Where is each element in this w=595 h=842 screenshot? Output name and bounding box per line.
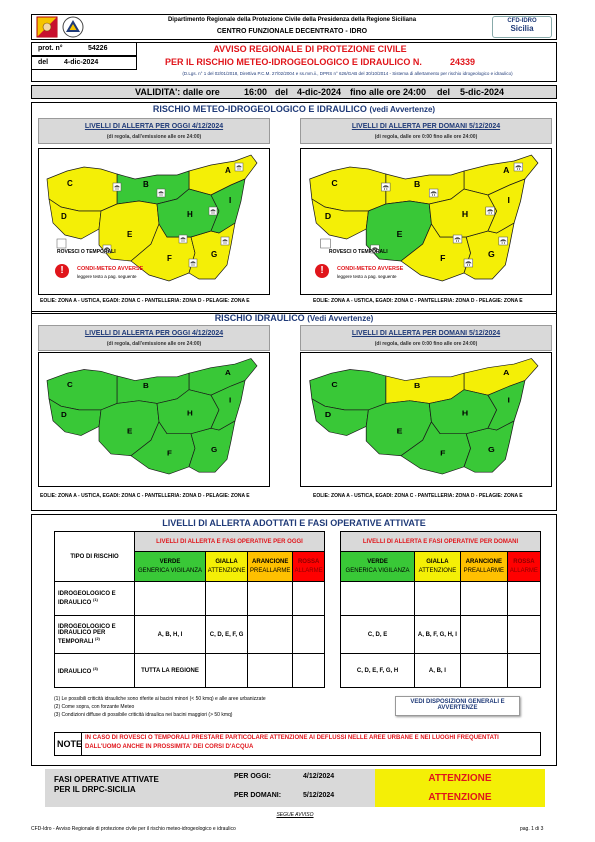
validity-from-time: 16:00 [244, 87, 268, 97]
prot-label: prot. n° [38, 45, 63, 52]
footnotes: (1) Le possibili criticità idrauliche sono riferite ai bacini minori (< 50 kmq) e alle aree urbanizzate (2) Come sopra, con forzante Meteo (3) Condizioni diffuse di possibile criticità idraulica nei bacini maggiori (> 50 kmq) [54, 696, 266, 718]
zone-cell [507, 654, 540, 688]
fasi-label: FASI OPERATIVE ATTIVATE PER IL DRPC-SICILIA [54, 775, 159, 794]
triangle-logo-icon [62, 16, 84, 38]
section1-title: RISCHIO METEO-IDROGEOLOGICO E IDRAULICO (vedi Avvertenze) [152, 104, 436, 114]
validity-to: fino alle ore 24:00 [350, 87, 427, 97]
zone-cell [293, 616, 325, 654]
zone-label-h: H [187, 408, 193, 418]
table-title: LIVELLI DI ALLERTA ADOTTATI E FASI OPERATIVE ATTIVATE [162, 518, 426, 528]
zone-cell [206, 654, 248, 688]
note-text: IN CASO DI ROVESCI O TEMPORALI PRESTARE PARTICOLARE ATTENZIONE AI DEFLUSSI NELLE AREE URBANE E NEI LUOGHI FREQUENTATI DALL'UOMO ANCHE IN PROSSIMITA' DEI CORSI D'ACQUA [85, 735, 499, 750]
idraulico-oggi-map [38, 352, 270, 487]
department-name: Dipartimento Regionale della Protezione Civile della Presidenza della Regione Siciliana [167, 17, 417, 23]
zone-cell: C, D, E, F, G, H [341, 654, 415, 688]
warning-icon: ! [55, 264, 69, 278]
table-row [341, 582, 541, 616]
zone-label-g: G [211, 250, 218, 259]
validity-to-date: 5-dic-2024 [460, 87, 505, 97]
level-arancione: ARANCIONE PREALLARME [460, 552, 507, 582]
zone-label-i: I [229, 395, 232, 405]
sicily-flag-icon [36, 16, 58, 38]
zone-label-d: D [61, 410, 67, 420]
fasi-oggi-date: 4/12/2024 [303, 773, 335, 780]
zone-label-e: E [127, 427, 133, 436]
table-row [55, 582, 325, 616]
meteo-oggi-map [38, 148, 270, 295]
fasi-domani-phase: ATTENZIONE [375, 788, 545, 807]
zone-label-i: I [507, 396, 510, 405]
zone-label-f: F [167, 449, 172, 458]
zone-cell [248, 616, 293, 654]
zone-label-e: E [396, 427, 403, 436]
del-label: del [38, 59, 49, 66]
zone-label-b: B [414, 179, 421, 189]
alert-table-domani [340, 531, 541, 688]
notice-title: AVVISO REGIONALE DI PROTEZIONE CIVILE [213, 44, 407, 54]
zone-label-a: A [503, 165, 510, 175]
zone-label-b: B [414, 381, 421, 390]
zone-cell [460, 582, 507, 616]
zone-cell: TUTTA LA REGIONE [135, 654, 206, 688]
level-verde: VERDE GENERICA VIGILANZA [135, 552, 206, 582]
risk-type-label: IDROGEOLOGICO E IDRAULICO $^{(1)}$ [55, 582, 135, 616]
zone-label-h: H [461, 408, 469, 418]
zone-cell [341, 582, 415, 616]
zone-cell: C, D, E, F, G [206, 616, 248, 654]
level-verde: VERDE GENERICA VIGILANZA [341, 552, 415, 582]
fasi-oggi-label: PER OGGI: [234, 773, 271, 780]
zone-label-c: C [67, 380, 73, 389]
zone-cell: A, B, H, I [135, 616, 206, 654]
storm-legend-icon [57, 239, 66, 248]
zone-label-a: A [225, 368, 231, 377]
risk-type-label: IDRAULICO $^{(3)}$ [55, 654, 135, 688]
zone-cell [248, 654, 293, 688]
zone-label-a: A [225, 166, 231, 175]
zone-label-d: D [324, 211, 332, 221]
zone-label-f: F [167, 254, 172, 263]
fasi-domani-label: PER DOMANI: [234, 792, 282, 799]
zone-label-f: F [440, 253, 446, 263]
zone-cell: A, B, F, G, H, I [415, 616, 461, 654]
warning-icon: ! [315, 264, 329, 278]
zone-label-g: G [487, 249, 495, 259]
tipo-rischio-header: TIPO DI RISCHIO [55, 532, 135, 582]
zone-label-e: E [127, 230, 133, 239]
level-arancione: ARANCIONE PREALLARME [248, 552, 293, 582]
note-label: NOTE [57, 739, 83, 749]
zone-label-h: H [461, 209, 469, 219]
zone-label-i: I [507, 195, 510, 205]
segue-avviso: SEGUE AVVISO [276, 812, 314, 818]
validity-label: VALIDITA': dalle ore [135, 87, 220, 97]
zone-label-f: F [440, 449, 446, 458]
islands-note: EOLIE: ZONA A - USTICA, EGADI: ZONA C - PANTELLERIA: ZONA D - PELAGIE: ZONA E [40, 298, 250, 304]
prot-value: 54226 [88, 45, 108, 52]
idraulico-oggi-header: LIVELLI DI ALLERTA PER OGGI 4/12/2024 (di regola, dall'emissione alle ore 24:00) [38, 325, 270, 351]
legal-note: (D.Lgs. n° 1 del 02/01/2018, Direttiva P.C.M. 27/02/2004 e ss.mm.ii., DPRS n° 626/GAB del 30/10/2014 - Sistema di allertamento per rischio idrogeologico e idraulico) [182, 71, 513, 76]
meteo-domani-header: LIVELLI DI ALLERTA PER DOMANI 5/12/2024 (di regola, dalle ore 0:00 fino alle ore 24:00) [300, 118, 552, 144]
meteo-oggi-header: LIVELLI DI ALLERTA PER OGGI 4/12/2024 (di regola, dall'emissione alle ore 24:00) [38, 118, 270, 144]
rovesci-label: ROVESCI O TEMPORALI [57, 249, 116, 255]
risk-type-label: IDROGEOLOGICO E IDRAULICO PER TEMPORALI $^{(2)}$ [55, 616, 135, 654]
zone-cell [460, 616, 507, 654]
idraulico-domani-map [300, 352, 552, 487]
zone-cell [415, 582, 461, 616]
notice-subtitle: PER IL RISCHIO METEO-IDROGEOLOGICO E IDRAULICO N. [165, 57, 422, 67]
level-rossa: ROSSA ALLARME [507, 552, 540, 582]
vedi-disposizioni-button[interactable]: VEDI DISPOSIZIONI GENERALI E AVVERTENZE [395, 696, 520, 716]
condi-sub: leggere testo a pag. seguente [77, 274, 137, 279]
zone-label-g: G [211, 445, 218, 454]
fasi-domani-date: 5/12/2024 [303, 792, 335, 799]
validity-from-date: 4-dic-2024 [297, 87, 342, 97]
cfd-logo: CFD-IDRO Sicilia [492, 16, 552, 38]
table-row [341, 616, 541, 654]
footer-left: CFD-Idro - Avviso Regionale di protezione civile per il rischio meteo-idrogeologico e idraulico [31, 826, 236, 832]
civil-protection-logo [62, 16, 84, 38]
oggi-header: LIVELLI DI ALLERTA E FASI OPERATIVE PER OGGI [135, 532, 325, 552]
zone-label-h: H [187, 210, 193, 219]
level-gialla: GIALLA ATTENZIONE [206, 552, 248, 582]
zone-label-i: I [229, 196, 232, 205]
zone-cell [206, 582, 248, 616]
zone-label-c: C [331, 178, 338, 188]
table-row [55, 654, 325, 688]
zone-cell [293, 654, 325, 688]
notice-number: 24339 [450, 57, 476, 67]
zone-label-d: D [61, 212, 67, 221]
centre-name: CENTRO FUNZIONALE DECENTRATO - IDRO [216, 28, 368, 35]
zone-cell [507, 616, 540, 654]
del-value: 4-dic-2024 [64, 59, 99, 66]
zone-cell [293, 582, 325, 616]
section2-title: RISCHIO IDRAULICO (Vedi Avvertenze) [214, 313, 374, 323]
fasi-oggi-phase: ATTENZIONE [375, 769, 545, 788]
condi-label: CONDI-METEO AVVERSE [77, 266, 144, 272]
zone-cell [460, 654, 507, 688]
meteo-domani-map: A B C D E F G H I ROVESCI O TEMPORALI ! CONDI-METEO AVVERSE leggere testo a pag. seguente [300, 148, 552, 295]
level-rossa: ROSSA ALLARME [293, 552, 325, 582]
zone-label-e: E [396, 229, 403, 239]
footer-right: pag. 1 di 3 [520, 826, 544, 832]
zone-label-g: G [487, 445, 495, 454]
region-logo [36, 16, 58, 38]
zone-label-d: D [324, 410, 332, 420]
zone-label-b: B [143, 180, 149, 189]
zone-cell: A, B, I [415, 654, 461, 688]
storm-legend-icon [321, 239, 331, 248]
zone-cell: C, D, E [341, 616, 415, 654]
zone-label-c: C [67, 179, 73, 188]
zone-label-b: B [143, 381, 149, 390]
zone-cell [507, 582, 540, 616]
zone-cell [248, 582, 293, 616]
domani-header: LIVELLI DI ALLERTA E FASI OPERATIVE PER DOMANI [341, 532, 541, 552]
zone-label-a: A [503, 368, 510, 377]
table-row [341, 654, 541, 688]
alert-table-oggi [54, 531, 325, 688]
zone-cell [135, 582, 206, 616]
level-gialla: GIALLA ATTENZIONE [415, 552, 461, 582]
islands-note: EOLIE: ZONA A - USTICA, EGADI: ZONA C - PANTELLERIA: ZONA D - PELAGIE: ZONA E [313, 298, 523, 304]
idraulico-domani-header: LIVELLI DI ALLERTA PER DOMANI 5/12/2024 (di regola, dalle ore 0:00 fino alle ore 24:00) [300, 325, 552, 351]
zone-label-c: C [331, 380, 338, 389]
table-row [55, 616, 325, 654]
